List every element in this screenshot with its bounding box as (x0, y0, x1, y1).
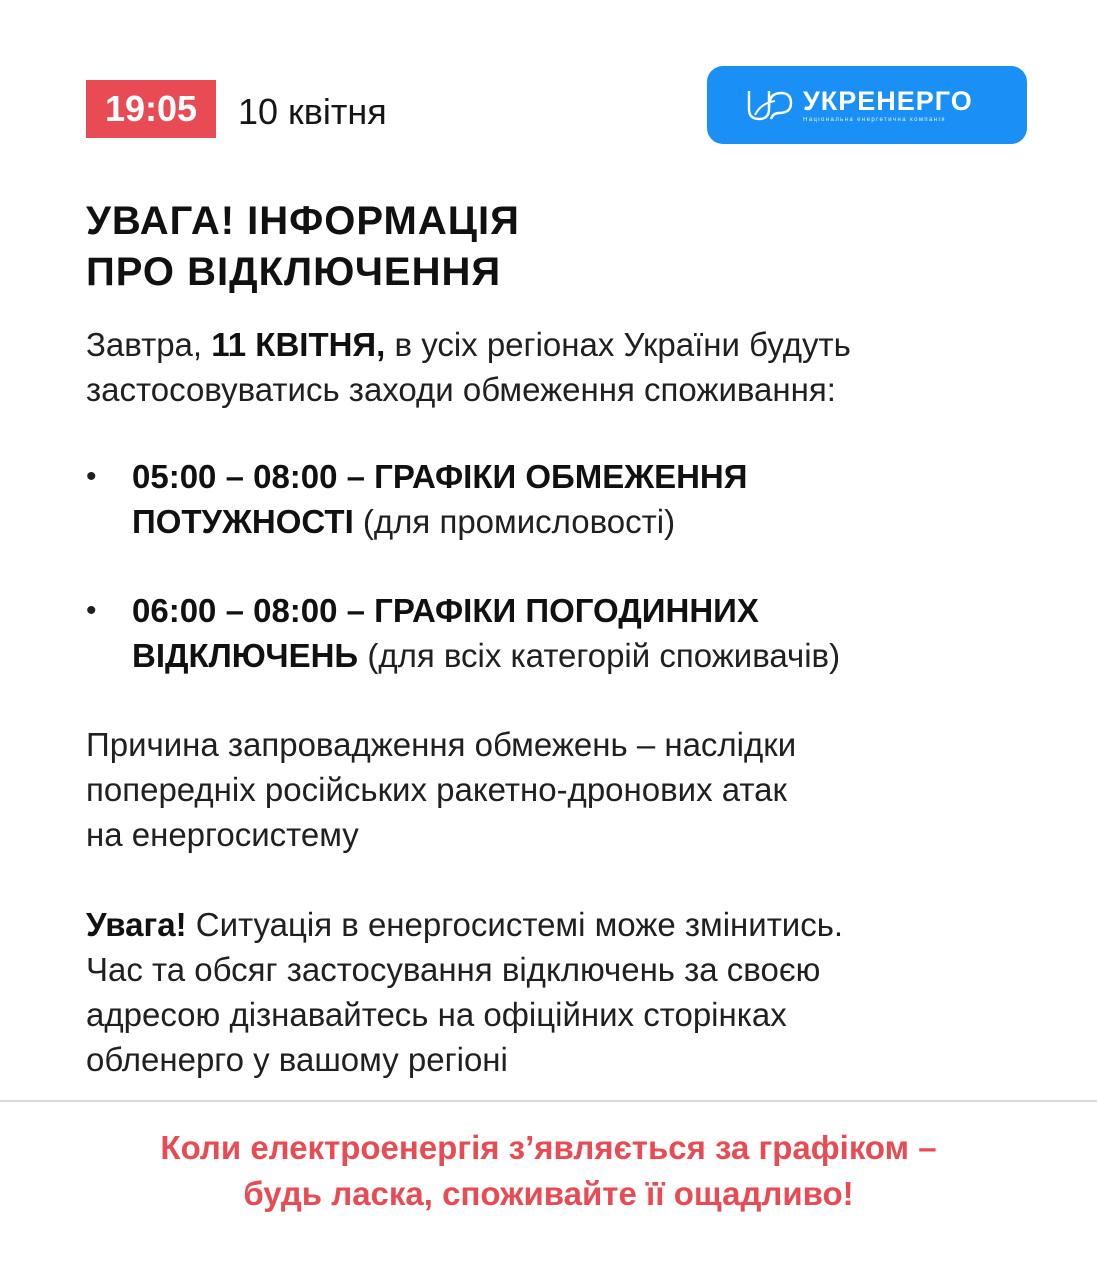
warning-line-1-rest: Ситуація в енергосистемі може змінитись. (186, 906, 844, 943)
intro-line-1 (86, 322, 851, 367)
reason-line-2: попередніх російських ракетно-дронових атак (86, 771, 787, 808)
time-badge (86, 80, 216, 138)
footer-note (0, 1125, 1097, 1217)
bullet-2-title: 06:00 – 08:00 – ГРАФІКИ ПОГОДИННИХ (132, 592, 759, 629)
logo-subtitle: Національна енергетична компанія (803, 117, 946, 123)
bullet-2-note: (для всіх категорій споживачів) (358, 637, 841, 674)
bullet-1-title: 05:00 – 08:00 – ГРАФІКИ ОБМЕЖЕННЯ (132, 458, 748, 495)
page-title (86, 196, 520, 298)
bullet-2-line-2 (132, 633, 840, 678)
bullet-2-line-1 (132, 588, 840, 633)
bullet-1-title-cont: ПОТУЖНОСТІ (132, 503, 354, 540)
bullet-dot: • (86, 594, 97, 627)
date-text: 10 квітня (238, 91, 387, 132)
bullet-1-note: (для промисловості) (353, 503, 676, 540)
bullet-1-line-2 (132, 499, 747, 544)
footer-line-1: Коли електроенергія з’являється за графіком – (160, 1129, 937, 1166)
warning-line-1 (86, 902, 843, 947)
reason-line-1: Причина запровадження обмежень – наслідки (86, 726, 797, 763)
bullet-1-line-1 (132, 454, 747, 499)
intro-paragraph (86, 322, 851, 412)
logo-name: УКРЕНЕРГО (803, 86, 973, 116)
ukrenergo-logo-icon (745, 85, 795, 125)
intro-prefix: Завтра, (86, 326, 212, 363)
title-line-2: ПРО ВІДКЛЮЧЕННЯ (86, 250, 502, 294)
warning-line-3: адресою дізнавайтесь на офіційних сторінках (86, 996, 787, 1033)
warning-line-4: обленерго у вашому регіоні (86, 1041, 508, 1078)
intro-suffix: в усіх регіонах України будуть (385, 326, 851, 363)
divider (0, 1100, 1097, 1102)
bullet-2-title-cont: ВІДКЛЮЧЕНЬ (132, 637, 359, 674)
footer-line-2: будь ласка, споживайте її ощадливо! (243, 1175, 854, 1212)
intro-line-2: застосовуватись заходи обмеження споживання: (86, 371, 836, 408)
reason-line-3: на енергосистему (86, 816, 359, 853)
ukrenergo-logo (707, 66, 1027, 144)
intro-date: 11 КВІТНЯ, (211, 326, 386, 363)
warning-bold: Увага! (86, 906, 187, 943)
bullet-dot: • (86, 460, 97, 493)
time-text: 19:05 (104, 88, 198, 129)
reason-paragraph (86, 722, 796, 857)
warning-line-2: Час та обсяг застосування відключень за своєю (86, 951, 821, 988)
warning-paragraph (86, 902, 843, 1082)
title-line-1: УВАГА! ІНФОРМАЦІЯ (86, 199, 520, 243)
